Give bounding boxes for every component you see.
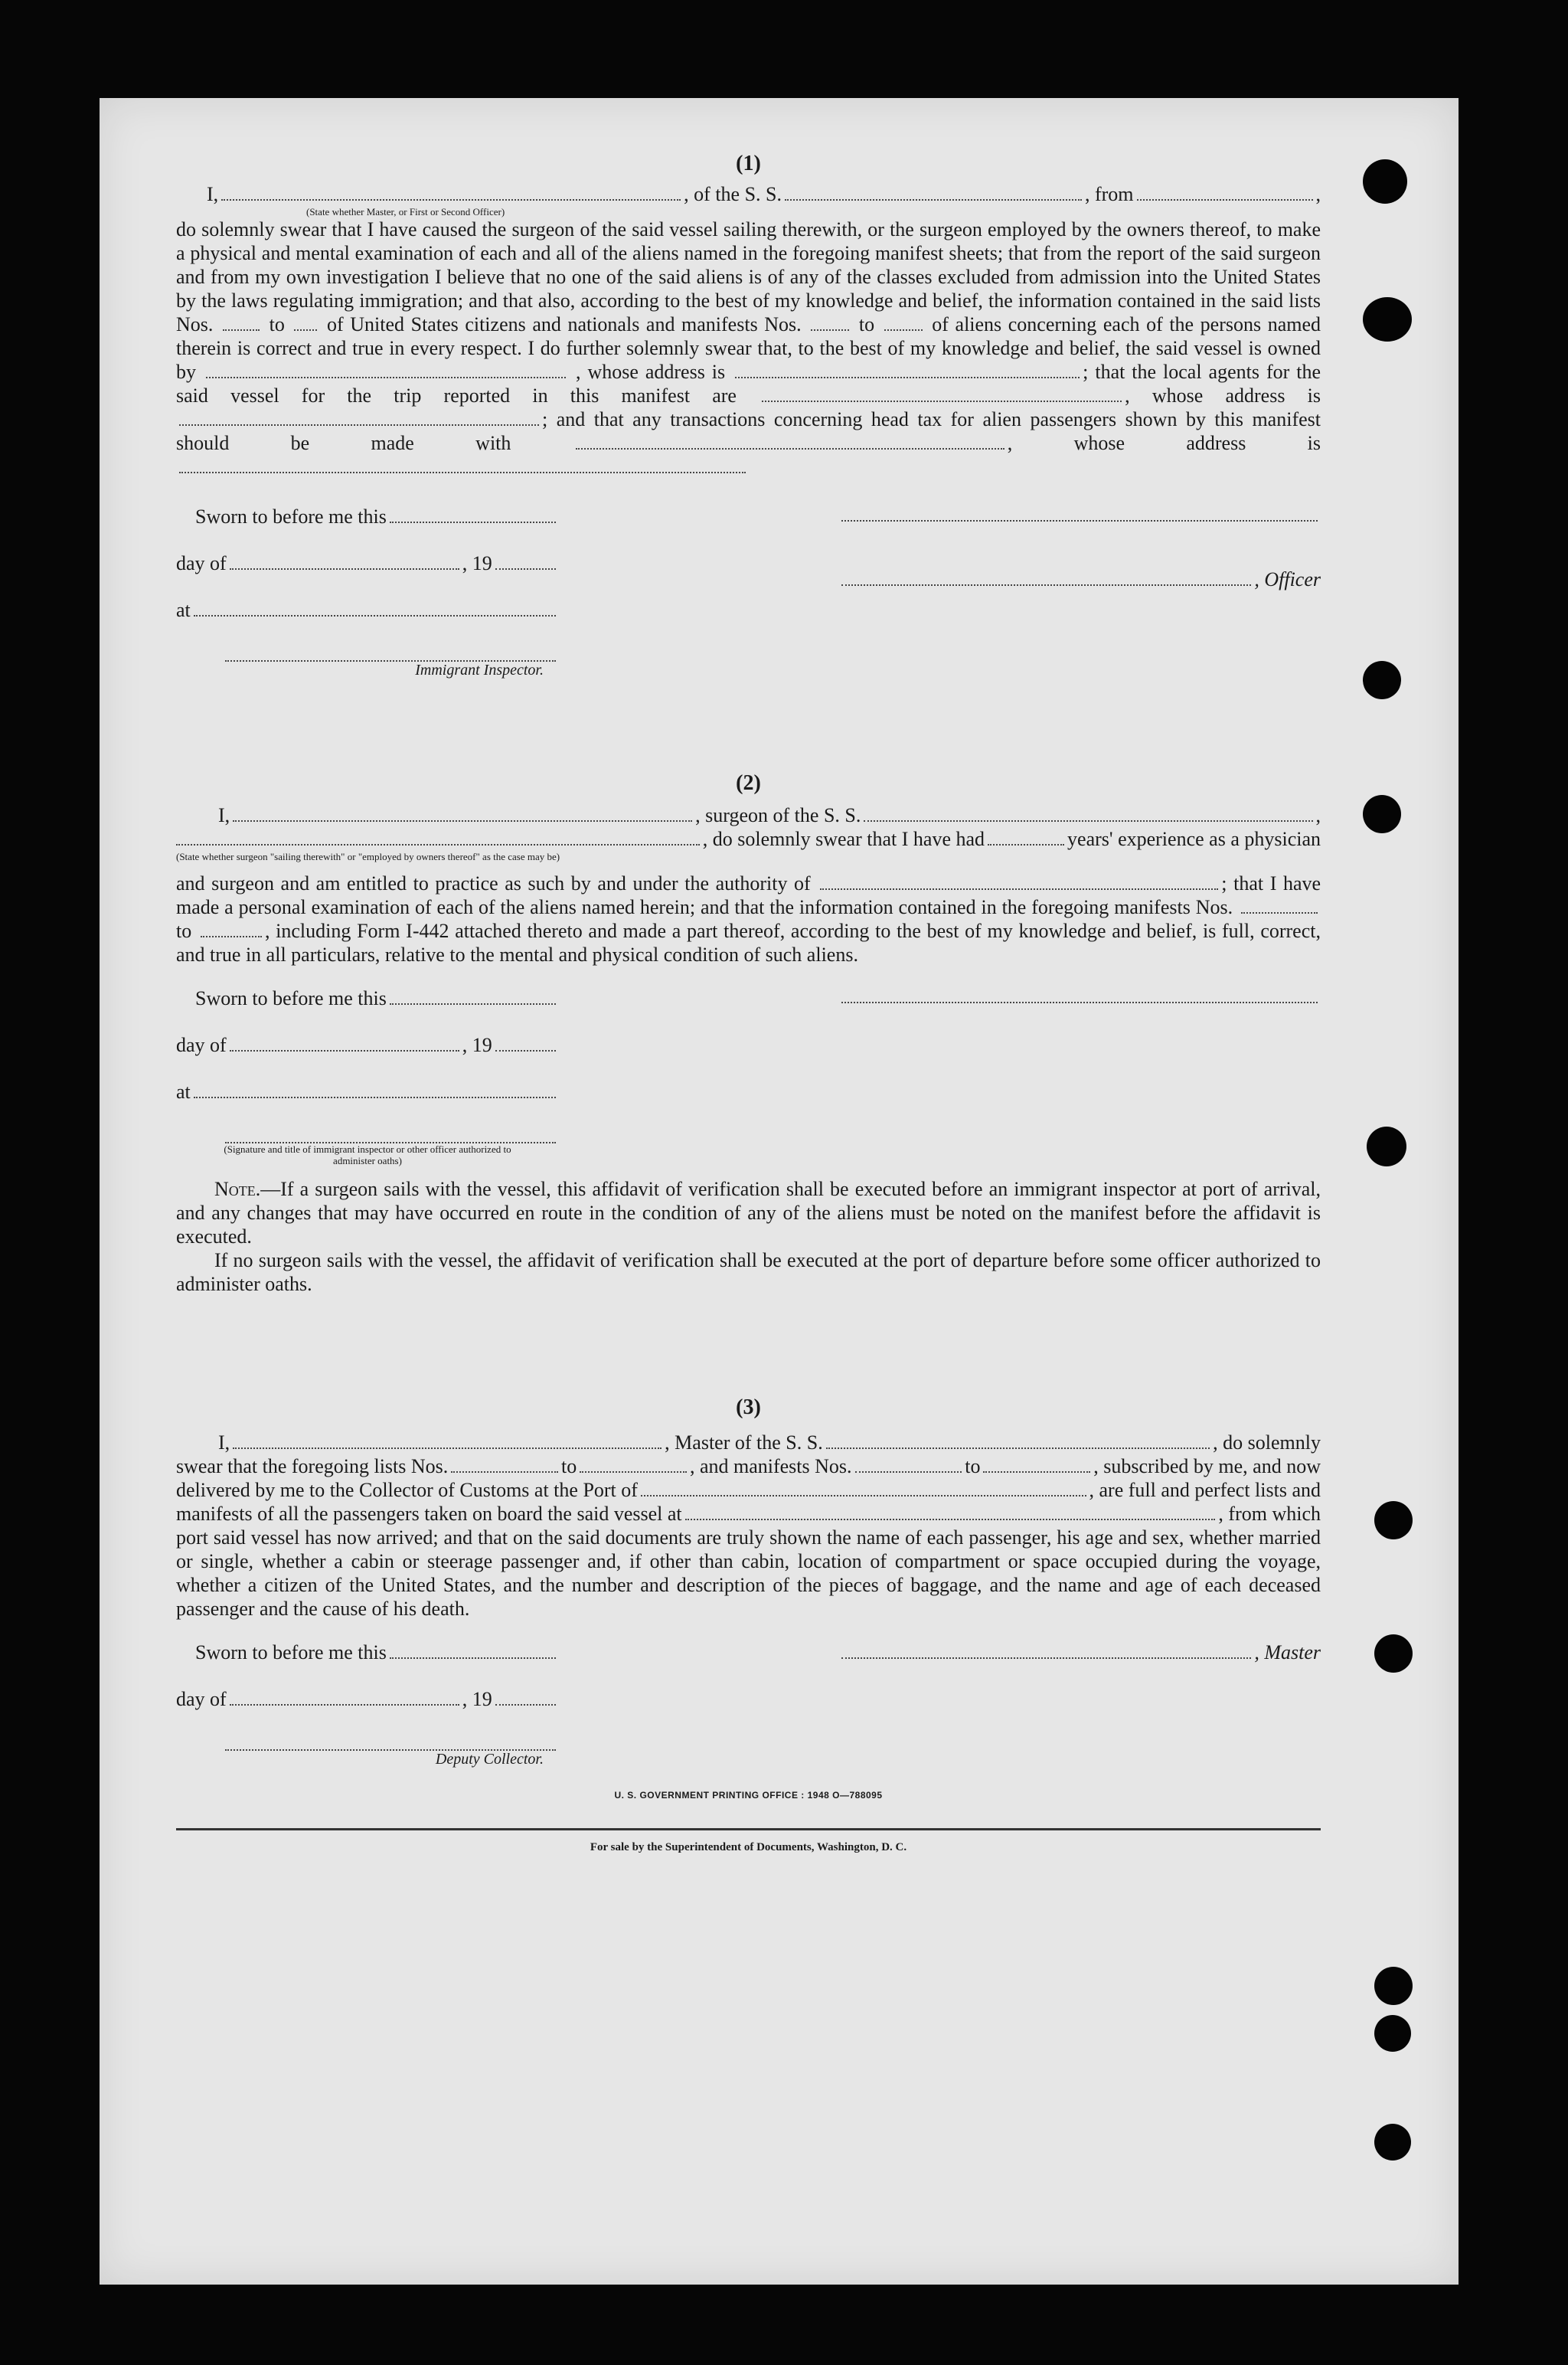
surgeon-affidavit-section [176, 771, 1321, 1296]
surgeon-vessel-field[interactable] [864, 805, 1312, 822]
surgeon-signature-field[interactable] [841, 986, 1318, 1003]
jurat-text: day of [176, 1034, 227, 1056]
year-field[interactable] [495, 1035, 556, 1052]
inspector-caption: Immigrant Inspector. [415, 662, 544, 679]
sworn-date-field[interactable] [390, 1642, 556, 1659]
field-instruction: (State whether Master, or First or Second Officer) [306, 206, 505, 218]
oath-text: , whose address is [575, 361, 726, 383]
note-paragraph [176, 1177, 1321, 1248]
oath-text: , and manifests Nos. [689, 1455, 852, 1477]
master-paragraph [176, 1526, 1321, 1621]
place-field[interactable] [194, 1081, 556, 1098]
witness-signature-line [176, 1127, 559, 1143]
oath-text: ; [1221, 872, 1227, 895]
sworn-line [176, 505, 559, 528]
oath-text: , including Form I-442 attached thereto and made a part thereof, according to the best of my knowledge and belief, is full, correct, and true in all particulars, relative to the mental and physical condition of such aliens. [176, 920, 1321, 966]
master-oath-line [176, 1431, 1321, 1454]
jurat-text: Sworn to before me this [195, 1641, 387, 1663]
witness-signature-field[interactable] [225, 1127, 556, 1143]
master-caption: , Master [1254, 1641, 1321, 1663]
master-vessel-field[interactable] [826, 1432, 1210, 1449]
from-port-field[interactable] [1137, 184, 1313, 201]
oath-text: , from [1084, 183, 1134, 205]
inspector-signature-field[interactable] [225, 645, 556, 662]
at-line [176, 598, 559, 622]
years-field[interactable] [988, 829, 1064, 846]
footer-rule [176, 1828, 1321, 1830]
oath-paragraph: do solemnly swear that I have caused the surgeon of the said vessel sailing therewith, or the surgeon employed by the owners thereof, to make a physical and mental examination of each and all of the aliens named in the foregoing manifest sheets; that from the report of the said surgeon and from my own investigation I believe that no one of the said aliens is of any of the classes excluded from admission into the United States by the laws regulating immigration; and that also, according to the best of my knowledge and belief, the information contained in the said lists Nos. to of United States citizens and nationals and manifests Nos. to of aliens concerning each of the persons named therein is correct and true in every respect. I do further solemnly swear that, to the best of my knowledge and belief, the said vessel is owned by , whose address is ; that the local agents for the said vessel for the trip reported in this manifest are , whose address is ; and that any transactions concerning head tax for alien passengers shown by this manifest should be made with , whose address is [176, 218, 1321, 479]
punch-hole [1374, 2015, 1411, 2052]
oath-text: to [560, 1455, 577, 1477]
jurat-text: Sworn to before me this [195, 505, 387, 528]
owner-address-field[interactable] [735, 361, 1080, 378]
section-number: (3) [736, 1395, 761, 1419]
sworn-date-field[interactable] [390, 988, 556, 1005]
surgeon-signature-block [838, 986, 1321, 1166]
day-line [176, 1687, 559, 1711]
section-number: (1) [736, 152, 761, 175]
master-lists-line [176, 1454, 1321, 1478]
oath-text: , do solemnly [1213, 1431, 1321, 1454]
oath-text: , do solemnly swear that I have had [702, 828, 985, 850]
jurat-text: Sworn to before me this [195, 987, 387, 1009]
jurat-block [176, 505, 559, 679]
oath-text: , surgeon of the S. S. [695, 804, 861, 826]
oath-text: manifests of all the passengers taken on board the said vessel at [176, 1503, 682, 1525]
oath-text: whose address is [1152, 384, 1321, 407]
officer-title-field[interactable] [841, 505, 1318, 522]
surgeon-status-field[interactable] [176, 829, 700, 846]
punch-hole [1374, 1967, 1413, 2005]
jurat-text: , 19 [462, 1688, 492, 1710]
jurat-text: , 19 [462, 552, 492, 574]
inspector-signature-line [176, 645, 559, 662]
oath-text: to [269, 313, 285, 335]
lists-from-field[interactable] [451, 1456, 558, 1473]
month-field[interactable] [230, 1035, 459, 1052]
day-line [176, 551, 559, 575]
oath-line [176, 182, 1321, 206]
section-number: (2) [736, 771, 761, 795]
punch-hole [1374, 1634, 1413, 1673]
day-line [176, 1033, 559, 1057]
sworn-line [176, 986, 559, 1010]
oath-text: I, [207, 183, 219, 205]
oath-text: do solemnly swear that I have caused the surgeon of the said vessel sailing therewith, or the surgeon employed by the owners thereof, to make a physical and mental examination of each and all of the aliens named in the foregoing manifest sheets; that from the report of the said surgeon and from my own investigation I believe that no one of the said aliens is of any of the classes excluded from admission into the United States by the laws regulating immigration; and that also, according to the best of my knowledge and belief, the information contained in the said lists Nos. [176, 218, 1321, 335]
jurat-block [176, 1640, 559, 1768]
master-affidavit-section [176, 152, 1321, 679]
oath-text: , Master of the S. S. [665, 1431, 823, 1454]
officer-name-field[interactable] [221, 184, 681, 201]
master-boarding-line [176, 1502, 1321, 1526]
note-text: —If a surgeon sails with the vessel, this affidavit of verification shall be executed before an immigrant inspector at port of arrival, and any changes that may have occurred en route in the condition of any of the aliens must be noted on the manifest before the affidavit is executed. [176, 1178, 1321, 1248]
jurat-block [176, 986, 559, 1166]
master-port-line [176, 1478, 1321, 1502]
oath-text: , whose address is [1007, 432, 1321, 454]
sworn-line [176, 1640, 559, 1664]
year-field[interactable] [495, 553, 556, 570]
oath-text: I, [218, 804, 230, 826]
signature-block [176, 986, 1321, 1166]
collector-signature-line [176, 1734, 559, 1751]
surgeon-name-field[interactable] [233, 805, 692, 822]
oath-text: delivered by me to the Collector of Customs at the Port of [176, 1479, 638, 1501]
printing-office-line: U. S. GOVERNMENT PRINTING OFFICE : 1948 O—788095 [614, 1790, 883, 1801]
surgeon-experience-line [176, 827, 1321, 851]
signature-block [176, 1640, 1321, 1768]
oath-text: , of the S. S. [684, 183, 782, 205]
collector-signature-field[interactable] [225, 1734, 556, 1751]
manifests-to-field[interactable] [201, 921, 262, 937]
at-line [176, 1080, 559, 1104]
oath-text: to [858, 313, 875, 335]
master-signature-line [838, 1640, 1321, 1664]
officer-signature-line [838, 568, 1321, 591]
year-field[interactable] [495, 1689, 556, 1706]
oath-text: and surgeon and am entitled to practice as such by and under the authority of [176, 872, 811, 895]
oath-text: of United States citizens and nationals and manifests Nos. [327, 313, 802, 335]
signature-block [176, 505, 1321, 679]
oath-text: years' experience as a physician [1067, 828, 1321, 850]
note-paragraph [176, 1248, 1321, 1296]
oath-text: , are full and perfect lists and [1089, 1479, 1321, 1501]
surgeon-signature-line [838, 986, 1321, 1003]
jurat-text: day of [176, 552, 227, 574]
sale-notice: For sale by the Superintendent of Documents, Washington, D. C. [590, 1841, 907, 1853]
oath-text: , from which [1218, 1503, 1321, 1525]
month-field[interactable] [230, 553, 459, 570]
master-signature-field[interactable] [841, 1642, 1251, 1659]
local-agents-field[interactable] [762, 385, 1122, 402]
jurat-text: at [176, 1081, 191, 1103]
oath-text: to [176, 920, 192, 942]
master-manifest-section [176, 1395, 1321, 1768]
punch-hole [1374, 2124, 1411, 2161]
oath-text: that the local agents for the said vessel for the trip reported in this manifest are [176, 361, 1321, 407]
officer-blank-line [838, 505, 1321, 522]
head-tax-address-field[interactable] [179, 456, 746, 473]
manifests-from-field[interactable] [855, 1456, 962, 1473]
lists-to-field[interactable] [294, 314, 317, 331]
manifests-to-field[interactable] [884, 314, 923, 331]
note-label: Note. [214, 1178, 261, 1200]
oath-text: that I have made a personal examination of each of the aliens named herein; and that the information contained in the foregoing manifests Nos. [176, 872, 1321, 918]
authority-field[interactable] [820, 873, 1218, 890]
punch-hole [1367, 1127, 1406, 1166]
oath-text: , [1315, 804, 1321, 826]
head-tax-party-field[interactable] [576, 433, 1004, 450]
officer-signature-block [838, 505, 1321, 679]
note-text: If no surgeon sails with the vessel, the affidavit of verification shall be executed at the port of departure before some officer authorized to administer oaths. [176, 1249, 1321, 1295]
oath-text: , [1315, 183, 1321, 205]
document-page [100, 98, 1459, 2285]
lists-from-field[interactable] [223, 314, 260, 331]
oath-text: port said vessel has now arrived; and that on the said documents are truly shown the name of each passenger, his age and sex, whether married or single, whether a cabin or steerage passenger and, if other than cabin, location of compartment or space occupied during the voyage, whether a citizen of the United States, and the number and description of the pieces of baggage, and the name and age of each deceased passenger and the cause of his death. [176, 1526, 1321, 1620]
collector-caption: Deputy Collector. [435, 1751, 544, 1768]
lists-to-field[interactable] [580, 1456, 687, 1473]
oath-text: swear that the foregoing lists Nos. [176, 1455, 449, 1477]
manifests-from-field[interactable] [1241, 897, 1318, 914]
surgeon-paragraph [176, 872, 1321, 967]
master-name-field[interactable] [233, 1432, 662, 1449]
agents-address-field[interactable] [179, 409, 539, 426]
oath-text: to [965, 1455, 981, 1477]
punch-hole [1363, 159, 1407, 204]
punch-hole [1374, 1501, 1413, 1539]
officer-signature-field[interactable] [841, 569, 1251, 586]
jurat-text: day of [176, 1688, 227, 1710]
oath-text: of aliens concerning each of the persons named therein is correct and true in every respect. I do further solemnly swear that, to the best of my knowledge and belief, the said vessel is owned by [176, 313, 1321, 383]
jurat-text: at [176, 599, 191, 621]
master-signature-block [838, 1640, 1321, 1768]
vessel-name-field[interactable] [785, 184, 1082, 201]
manifests-to-field[interactable] [983, 1456, 1090, 1473]
field-instruction: (State whether surgeon "sailing therewith" or "employed by owners thereof" as the case may be) [176, 851, 560, 862]
surgeon-oath-line [176, 803, 1321, 827]
oath-text: ; and that any transactions concerning head tax for alien passengers shown by this manifest should be made with [176, 408, 1321, 454]
sworn-date-field[interactable] [390, 506, 556, 523]
jurat-text: , 19 [462, 1034, 492, 1056]
manifests-from-field[interactable] [811, 314, 849, 331]
oath-text: I, [218, 1431, 230, 1454]
witness-caption: (Signature and title of immigrant inspector or other officer authorized to administer oaths) [224, 1143, 511, 1166]
punch-hole [1363, 795, 1401, 833]
form-content [176, 152, 1321, 1854]
punch-hole [1363, 661, 1401, 699]
officer-caption: , Officer [1254, 568, 1321, 590]
boarding-port-field[interactable] [685, 1503, 1216, 1520]
oath-text: , subscribed by me, and now [1093, 1455, 1321, 1477]
owner-field[interactable] [206, 361, 566, 378]
customs-port-field[interactable] [641, 1480, 1086, 1497]
punch-hole [1363, 297, 1412, 342]
place-field[interactable] [194, 600, 556, 617]
month-field[interactable] [230, 1689, 459, 1706]
